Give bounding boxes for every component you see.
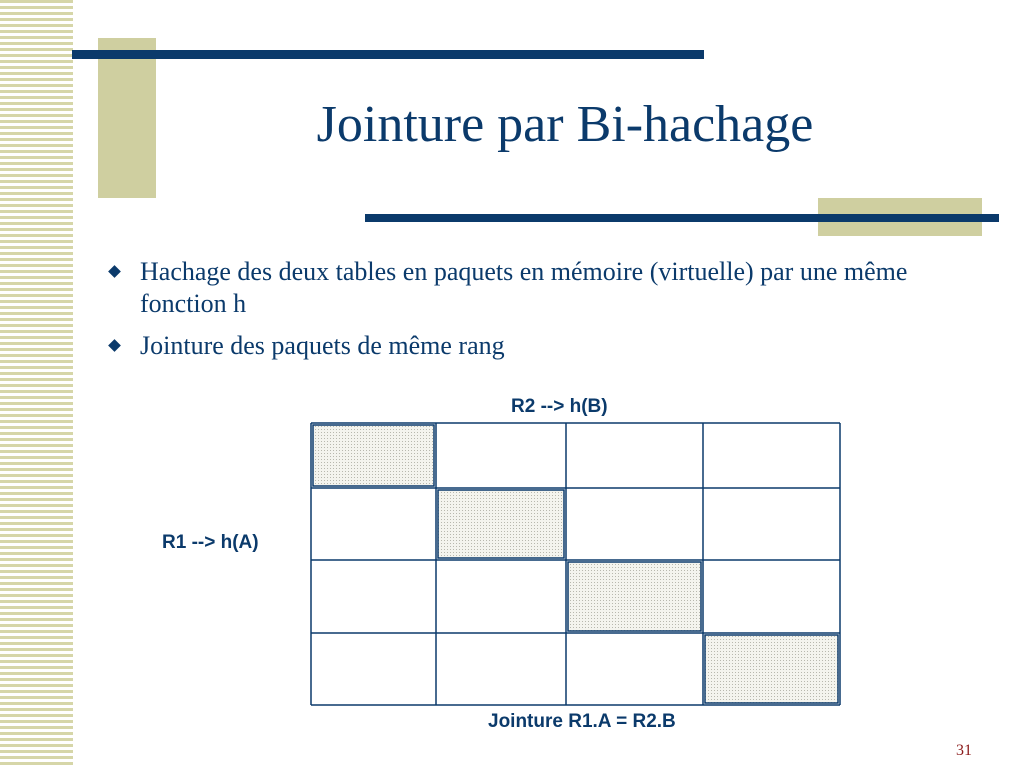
left-axis-label: R1 --> h(A) <box>162 532 259 553</box>
page-number: 31 <box>956 742 972 759</box>
highlighted-cell <box>438 490 564 558</box>
highlighted-cell <box>568 562 701 631</box>
highlighted-cell <box>705 635 838 703</box>
bottom-caption: Jointure R1.A = R2.B <box>488 711 676 732</box>
slide-title: Jointure par Bi-hachage <box>316 96 814 153</box>
top-axis-label: R2 --> h(B) <box>511 396 608 417</box>
highlighted-cell <box>313 425 434 486</box>
bullet-text: Jointure des paquets de même rang <box>140 331 505 361</box>
bullet-text: Hachage des deux tables en paquets en mémoire (virtuelle) par une même fonction h <box>140 257 908 319</box>
